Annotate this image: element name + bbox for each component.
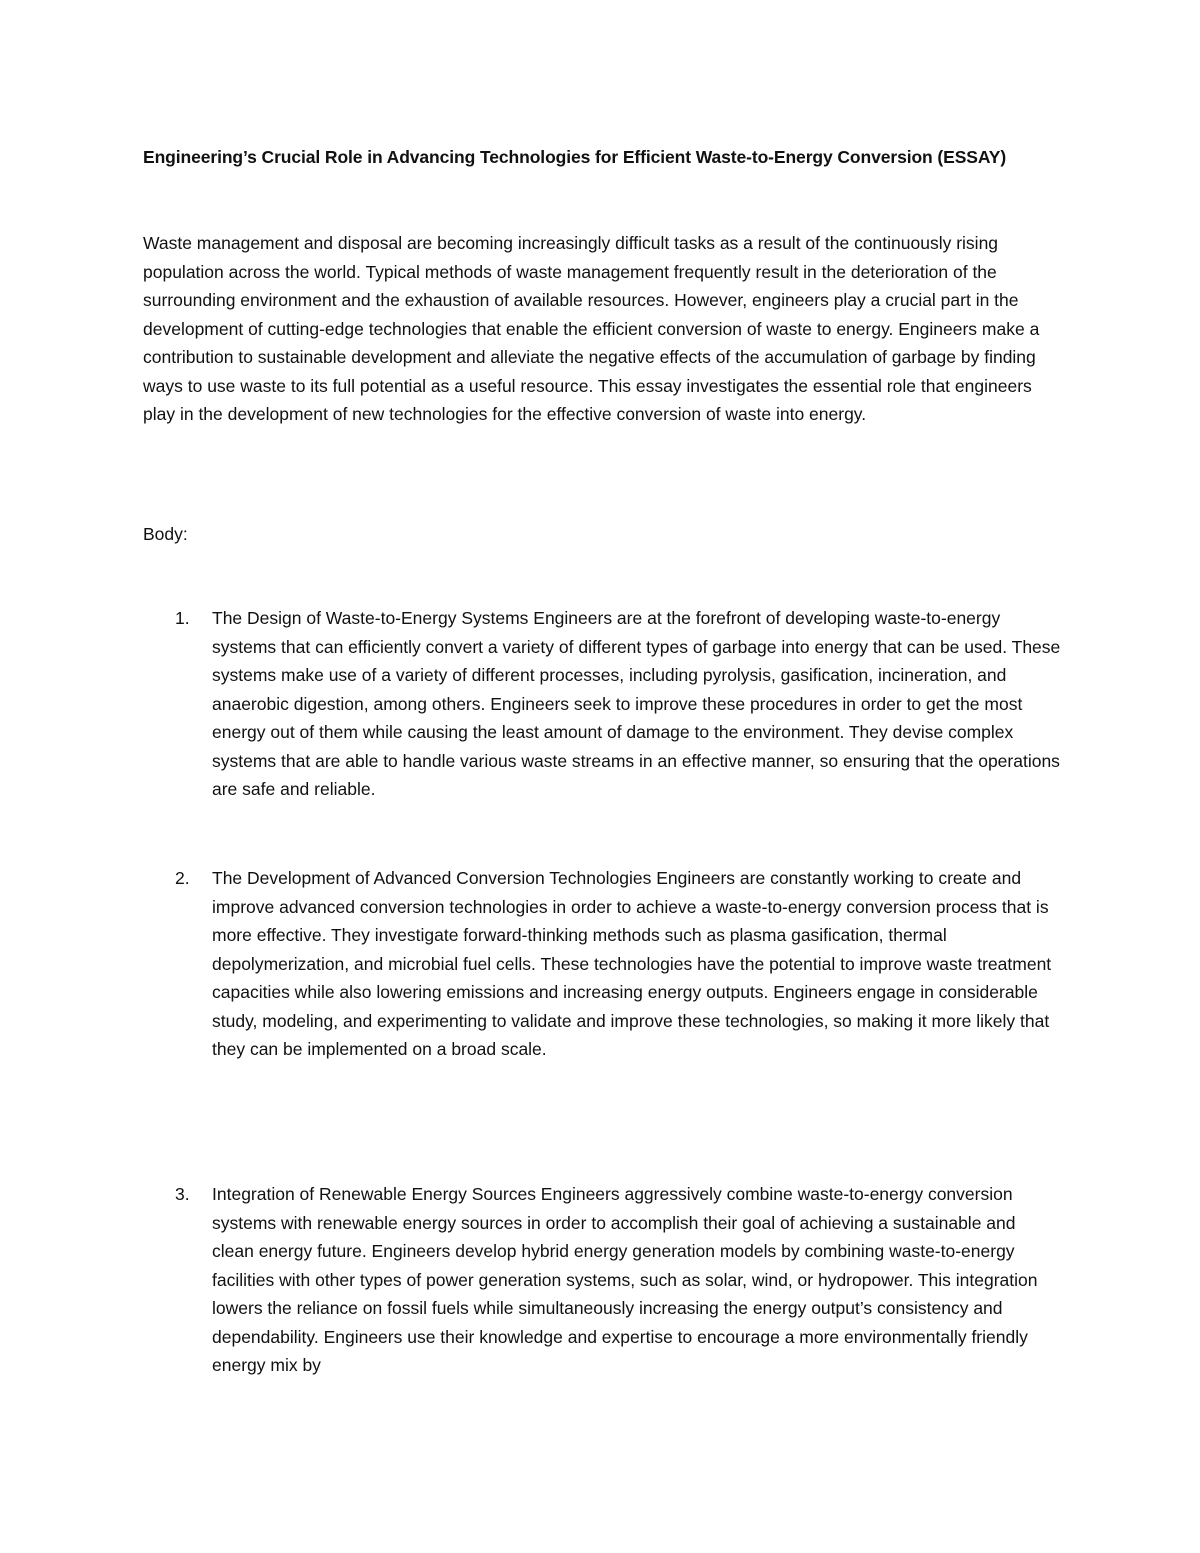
list-item-text: The Design of Waste-to-Energy Systems Engineers are at the forefront of developing waste-to-energy systems that can efficiently convert a variety of different types of garbage into energy that can be used. These systems make use of a variety of different processes, including pyrolysis, gasification, incineration, and anaerobic digestion, among others. Engineers seek to improve these procedures in order to get the most energy out of them while causing the least amount of damage to the environment. They devise complex systems that are able to handle various waste streams in an effective manner, so ensuring that the operations are safe and reliable. <box>212 608 1061 799</box>
essay-title: Engineering’s Crucial Role in Advancing Technologies for Efficient Waste-to-Energy Conversion (ESSAY) <box>143 147 1007 167</box>
list-item <box>143 1180 1073 1380</box>
list-item-number: 1. <box>175 608 190 628</box>
list-item <box>143 604 1073 804</box>
list-item-number: 3. <box>175 1184 190 1204</box>
list-item <box>143 864 1073 1064</box>
list-item-text: Integration of Renewable Energy Sources Engineers aggressively combine waste-to-energy conversion systems with renewable energy sources in order to accomplish their goal of achieving a sustainable and clean energy future. Engineers develop hybrid energy generation models by combining waste-to-energy facilities with other types of power generation systems, such as solar, wind, or hydropower. This integration lowers the reliance on fossil fuels while simultaneously increasing the energy output’s consistency and dependability. Engineers use their knowledge and expertise to encourage a more environmentally friendly energy mix by <box>212 1184 1038 1375</box>
list-item-number: 2. <box>175 868 190 888</box>
list-item-text: The Development of Advanced Conversion Technologies Engineers are constantly working to create and improve advanced conversion technologies in order to achieve a waste-to-energy conversion process that is more effective. They investigate forward-thinking methods such as plasma gasification, thermal depolymerization, and microbial fuel cells. These technologies have the potential to improve waste treatment capacities while also lowering emissions and increasing energy outputs. Engineers engage in considerable study, modeling, and experimenting to validate and improve these technologies, so making it more likely that they can be implemented on a broad scale. <box>212 868 1052 1059</box>
intro-paragraph: Waste management and disposal are becoming increasingly difficult tasks as a result of the continuously rising population across the world. Typical methods of waste management frequently result in the deterioration of the surrounding environment and the exhaustion of available resources. However, engineers play a crucial part in the development of cutting-edge technologies that enable the efficient conversion of waste to energy. Engineers make a contribution to sustainable development and alleviate the negative effects of the accumulation of garbage by finding ways to use waste to its full potential as a useful resource. This essay investigates the essential role that engineers play in the development of new technologies for the effective conversion of waste into energy. <box>143 233 1040 424</box>
body-heading: Body: <box>143 524 188 544</box>
